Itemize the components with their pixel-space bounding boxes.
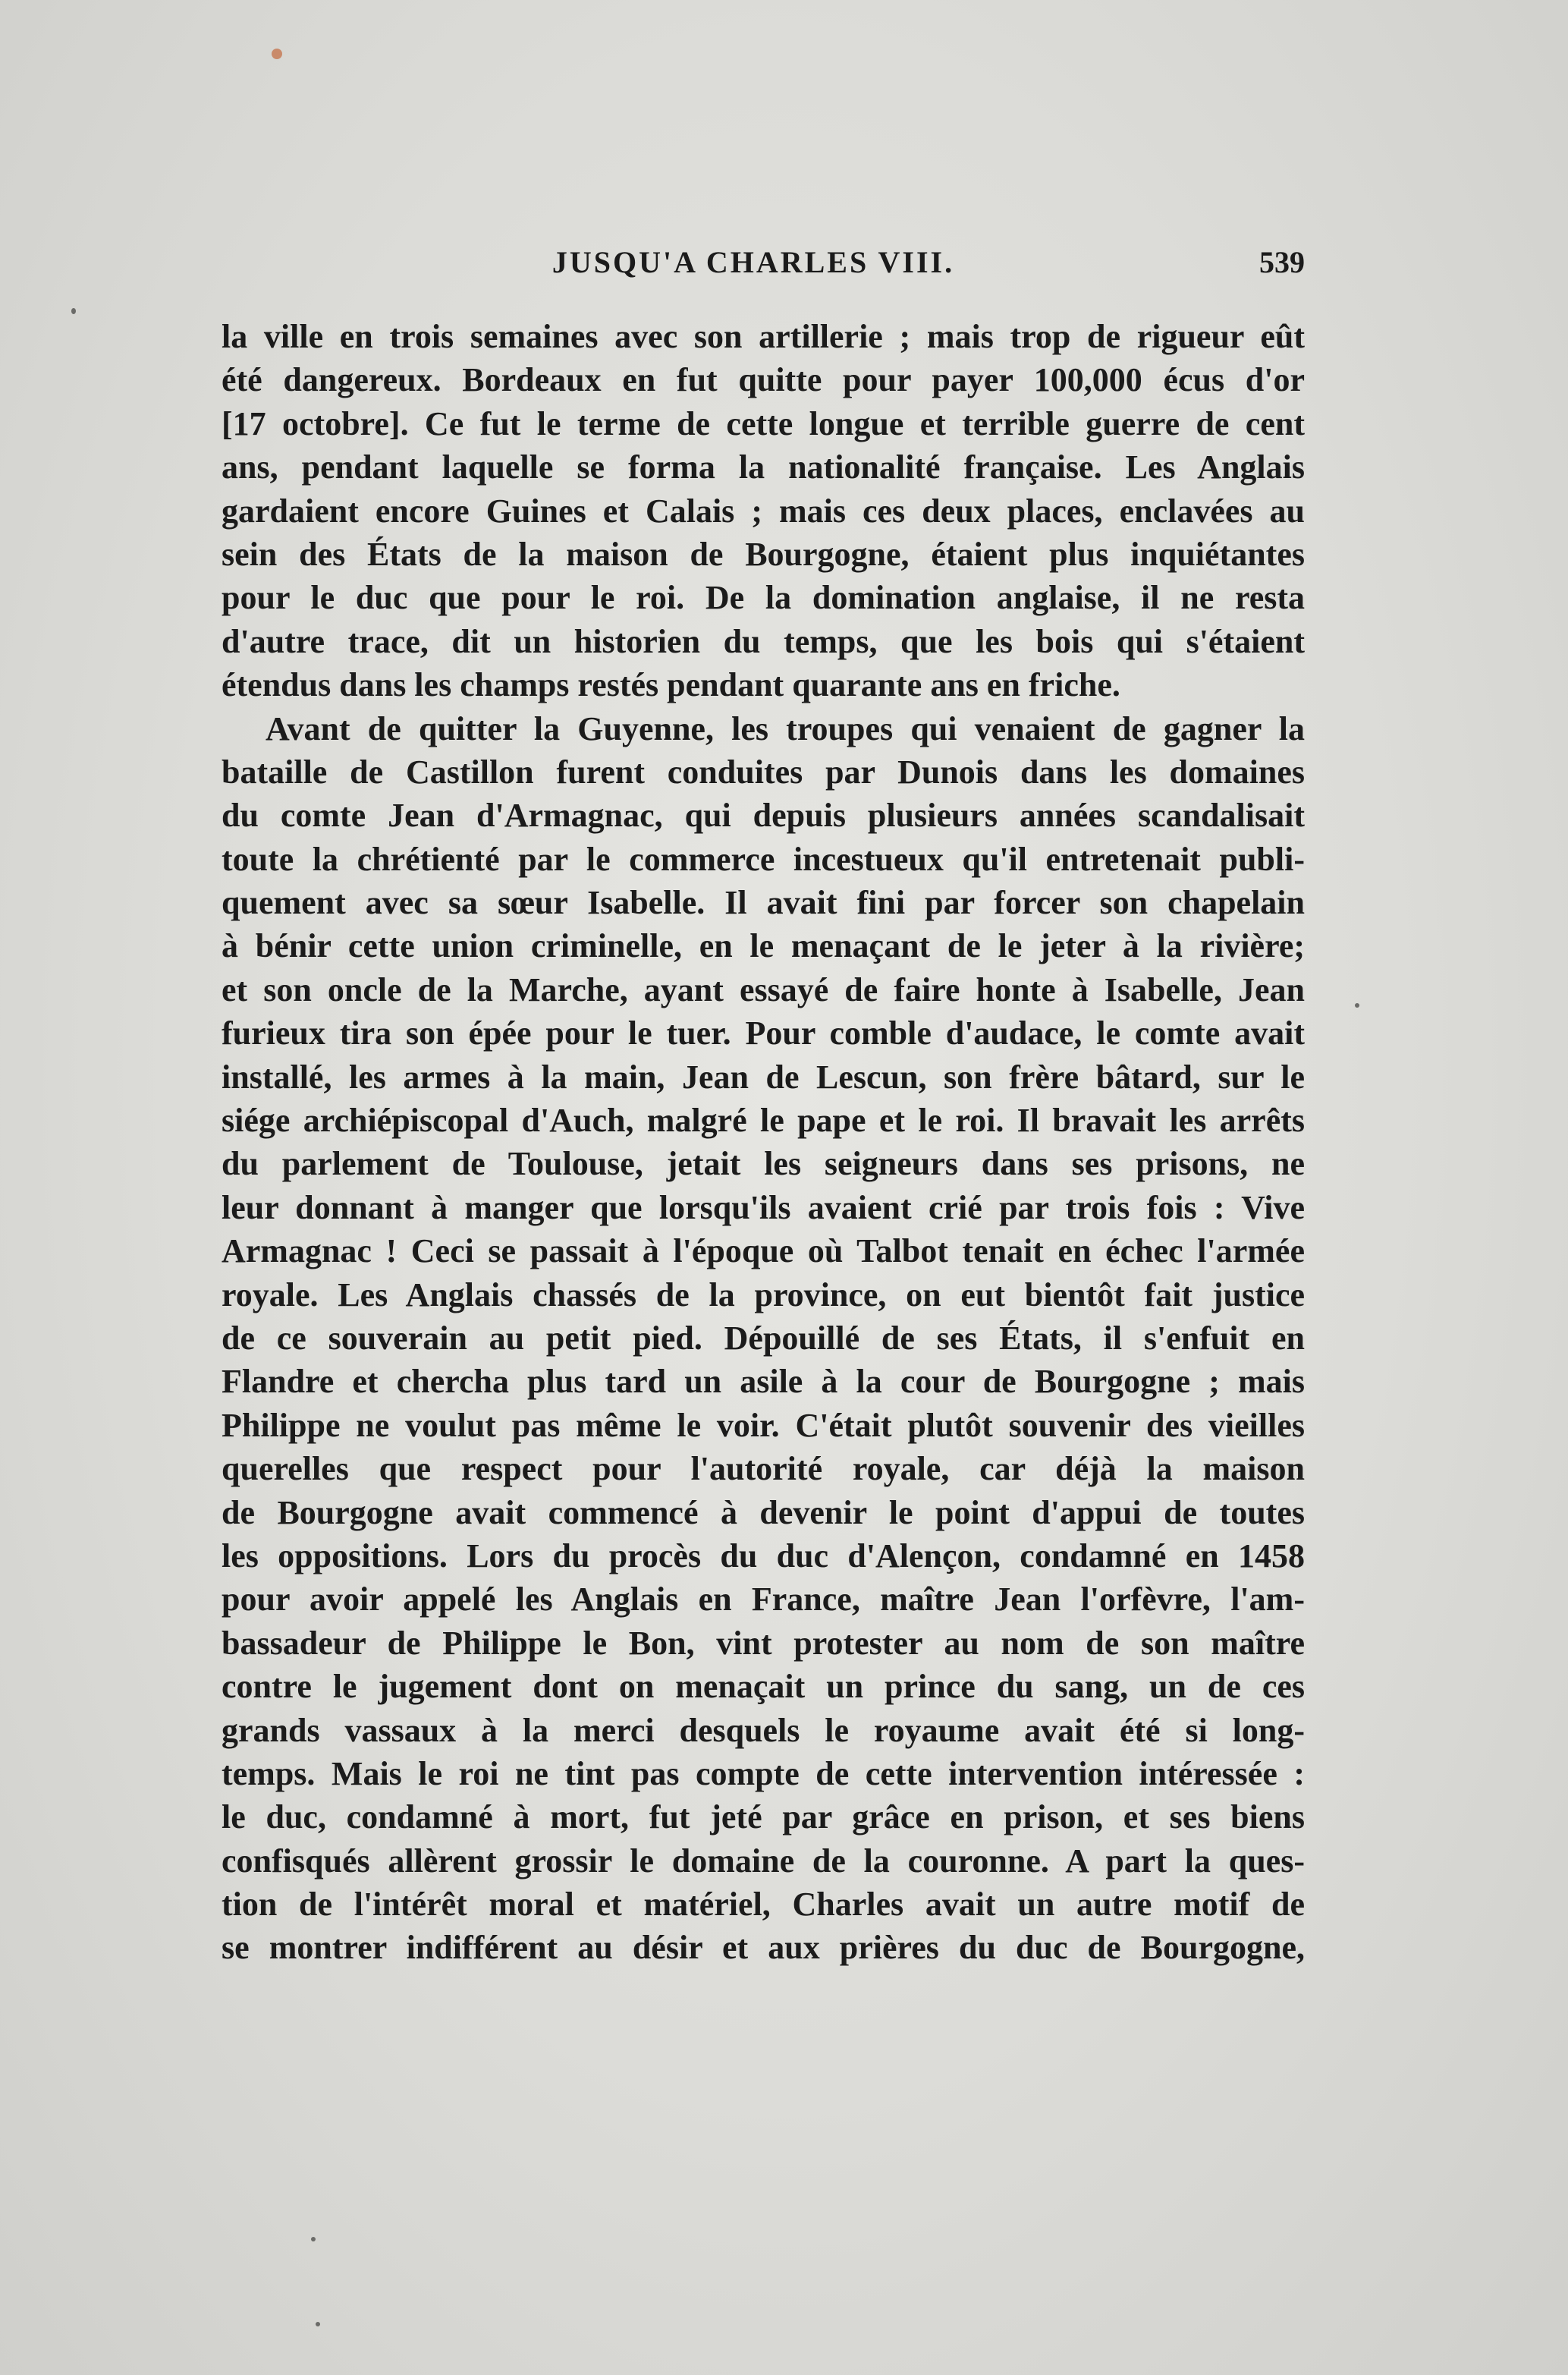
- text-line: bataille de Castillon furent conduites par Dunois dans les domaines: [222, 753, 1305, 791]
- text-line: d'autre trace, dit un historien du temps, que les bois qui s'étaient: [222, 622, 1305, 660]
- text-line: ans, pendant laquelle se forma la nationalité française. Les Anglais: [222, 448, 1305, 486]
- text-line: leur donnant à manger que lorsqu'ils avaient crié par trois fois : Vive: [222, 1188, 1305, 1226]
- text-line: du parlement de Toulouse, jetait les seigneurs dans ses prisons, ne: [222, 1145, 1305, 1183]
- text-line: du comte Jean d'Armagnac, qui depuis plusieurs années scandalisait: [222, 797, 1305, 835]
- text-line: royale. Les Anglais chassés de la province, on eut bientôt fait justice: [222, 1276, 1305, 1313]
- text-line: la ville en trois semaines avec son artillerie ; mais trop de rigueur eût: [222, 318, 1305, 355]
- text-line: se montrer indifférent au désir et aux prières du duc de Bourgogne,: [222, 1929, 1305, 1967]
- text-line: quement avec sa sœur Isabelle. Il avait fini par forcer son chapelain: [222, 884, 1305, 922]
- text-line: bassadeur de Philippe le Bon, vint protester au nom de son maître: [222, 1624, 1305, 1662]
- text-line: grands vassaux à la merci desquels le royaume avait été si long-: [222, 1711, 1305, 1749]
- text-line: querelles que respect pour l'autorité royale, car déjà la maison: [222, 1450, 1305, 1488]
- text-line: contre le jugement dont on menaçait un prince du sang, un de ces: [222, 1668, 1305, 1706]
- text-line: Armagnac ! Ceci se passait à l'époque où Talbot tenait en échec l'armée: [222, 1232, 1305, 1270]
- text-line: de ce souverain au petit pied. Dépouillé de ses États, il s'enfuit en: [222, 1319, 1305, 1357]
- text-line: toute la chrétienté par le commerce incestueux qu'il entretenait publi-: [222, 840, 1305, 878]
- text-line: gardaient encore Guines et Calais ; mais ces deux places, enclavées au: [222, 492, 1305, 530]
- text-line: confisqués allèrent grossir le domaine de la couronne. A part la ques-: [222, 1842, 1305, 1880]
- text-line: [17 octobre]. Ce fut le terme de cette longue et terrible guerre de cent: [222, 404, 1305, 442]
- text-line: furieux tira son épée pour le tuer. Pour comble d'audace, le comte avait: [222, 1014, 1305, 1052]
- text-line: siége archiépiscopal d'Auch, malgré le pape et le roi. Il bravait les arrêts: [222, 1102, 1305, 1140]
- text-line: temps. Mais le roi ne tint pas compte de cette intervention intéressée :: [222, 1754, 1305, 1792]
- text-line: Philippe ne voulut pas même le voir. C'était plutôt souvenir des vieilles: [222, 1406, 1305, 1444]
- text-line: Avant de quitter la Guyenne, les troupes qui venaient de gagner la: [266, 709, 1305, 747]
- running-header: [220, 244, 1305, 290]
- text-line: sein des États de la maison de Bourgogne, étaient plus inquiétantes: [222, 535, 1305, 573]
- text-line: tion de l'intérêt moral et matériel, Charles avait un autre motif de: [222, 1886, 1305, 1924]
- text-line: été dangereux. Bordeaux en fut quitte pour payer 100,000 écus d'or: [222, 361, 1305, 399]
- ink-speck: [71, 308, 76, 314]
- text-line: de Bourgogne avait commencé à devenir le point d'appui de toutes: [222, 1493, 1305, 1531]
- text-line: pour avoir appelé les Anglais en France, maître Jean l'orfèvre, l'am-: [222, 1581, 1305, 1618]
- ink-speck: [272, 49, 282, 59]
- body-text: [222, 315, 1305, 1970]
- page-number: 539: [1259, 245, 1305, 279]
- ink-speck: [316, 2322, 320, 2326]
- text-line: pour le duc que pour le roi. De la domination anglaise, il ne resta: [222, 579, 1305, 617]
- running-title: JUSQU'A CHARLES VIII.: [551, 245, 955, 279]
- text-line: étendus dans les champs restés pendant quarante ans en friche.: [222, 666, 1120, 704]
- text-line: les oppositions. Lors du procès du duc d'Alençon, condamné en 1458: [222, 1537, 1305, 1574]
- text-line: le duc, condamné à mort, fut jeté par grâce en prison, et ses biens: [222, 1798, 1305, 1836]
- text-line: Flandre et chercha plus tard un asile à la cour de Bourgogne ; mais: [222, 1363, 1305, 1401]
- text-line: à bénir cette union criminelle, en le menaçant de le jeter à la rivière;: [222, 927, 1305, 965]
- ink-speck: [311, 2237, 316, 2241]
- text-line: et son oncle de la Marche, ayant essayé de faire honte à Isabelle, Jean: [222, 970, 1305, 1008]
- ink-speck: [1355, 1003, 1359, 1008]
- text-line: installé, les armes à la main, Jean de Lescun, son frère bâtard, sur le: [222, 1058, 1305, 1096]
